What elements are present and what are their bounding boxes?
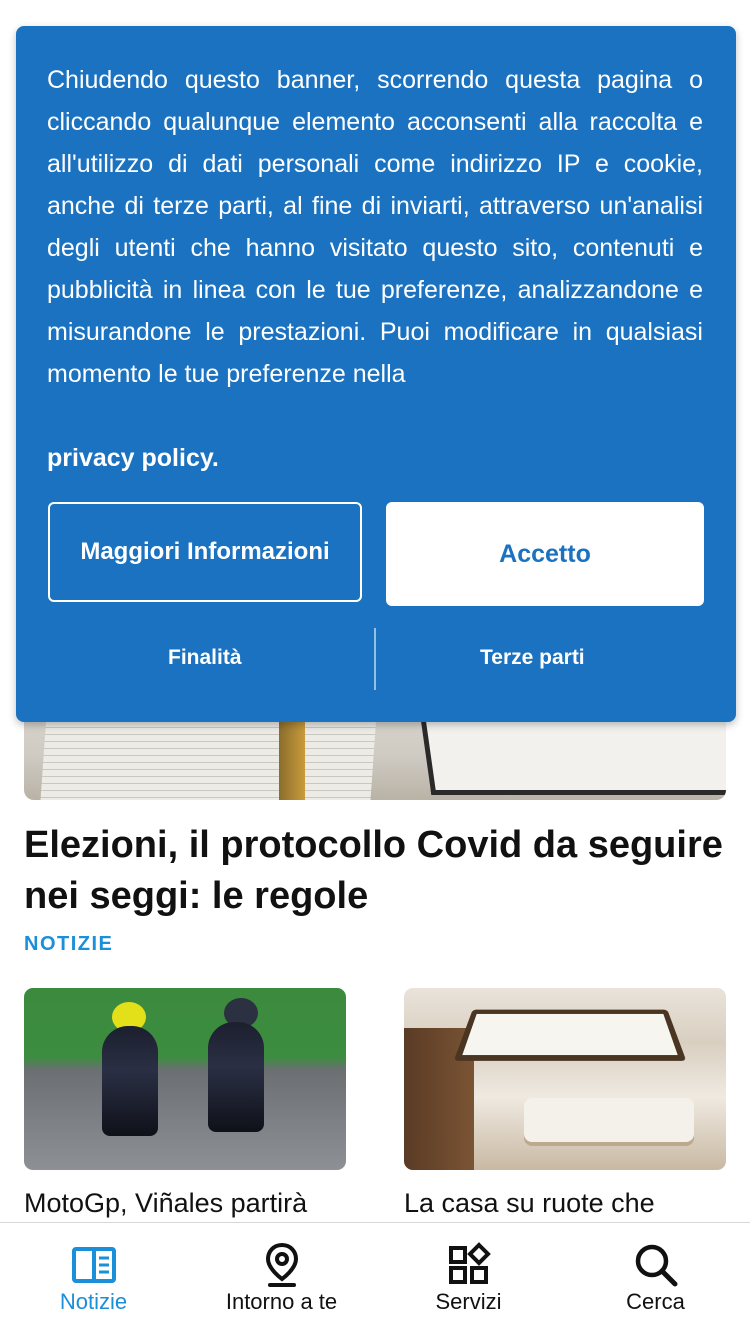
nav-label: Notizie xyxy=(59,1289,128,1314)
bottom-nav xyxy=(0,1222,750,1334)
card-image-motogp[interactable] xyxy=(24,988,346,1170)
cookie-consent-text: Chiudendo questo banner, scorrendo questa pagina o cliccando qualunque elemento acconsenti alla raccolta e all'utilizzo di dati personali come indirizzo IP e cookie, anche di terze parti, al fine di inviarti, attraverso un'analisi degli utenti che hanno visitato questo sito, contenuti e pubblicità in linea con le tue preferenze, analizzandone e misurandone le prestazioni. Puoi modificare in qualsiasi momento le tue preferenze nella xyxy=(47,66,703,388)
rider-figure xyxy=(102,1026,158,1136)
nav-label: Intorno a te xyxy=(225,1289,338,1314)
nav-item-notizie[interactable] xyxy=(0,1223,187,1334)
nav-label: Cerca xyxy=(626,1289,685,1314)
nav-item-intorno[interactable] xyxy=(188,1223,375,1334)
card-title[interactable]: MotoGp, Viñales partirà xyxy=(24,1188,308,1218)
rider-figure xyxy=(208,1022,264,1132)
main-article-title[interactable]: Elezioni, il protocollo Covid da seguire nei seggi: le regole xyxy=(24,824,723,917)
card-image-motorhome[interactable] xyxy=(404,988,726,1170)
more-info-button[interactable]: Maggiori Informazioni xyxy=(48,502,362,602)
privacy-policy-link[interactable]: privacy policy. xyxy=(47,444,219,472)
purposes-link[interactable]: Finalità xyxy=(168,646,242,669)
accept-button[interactable]: Accetto xyxy=(386,502,704,606)
nav-item-cerca[interactable] xyxy=(562,1223,749,1334)
nav-label: Servizi xyxy=(435,1289,502,1314)
nav-item-servizi[interactable] xyxy=(375,1223,562,1334)
services-grid-icon xyxy=(445,1241,493,1289)
cookie-consent-banner xyxy=(16,26,736,722)
search-icon xyxy=(632,1241,680,1289)
location-pin-icon xyxy=(258,1241,306,1289)
third-parties-link[interactable]: Terze parti xyxy=(480,646,585,669)
room-sofa xyxy=(524,1098,694,1142)
card-title[interactable]: La casa su ruote che xyxy=(404,1188,655,1218)
room-ceiling-light xyxy=(454,1010,687,1061)
link-divider xyxy=(374,628,376,690)
newspaper-icon xyxy=(70,1241,118,1289)
main-article-category[interactable]: NOTIZIE xyxy=(24,933,114,955)
